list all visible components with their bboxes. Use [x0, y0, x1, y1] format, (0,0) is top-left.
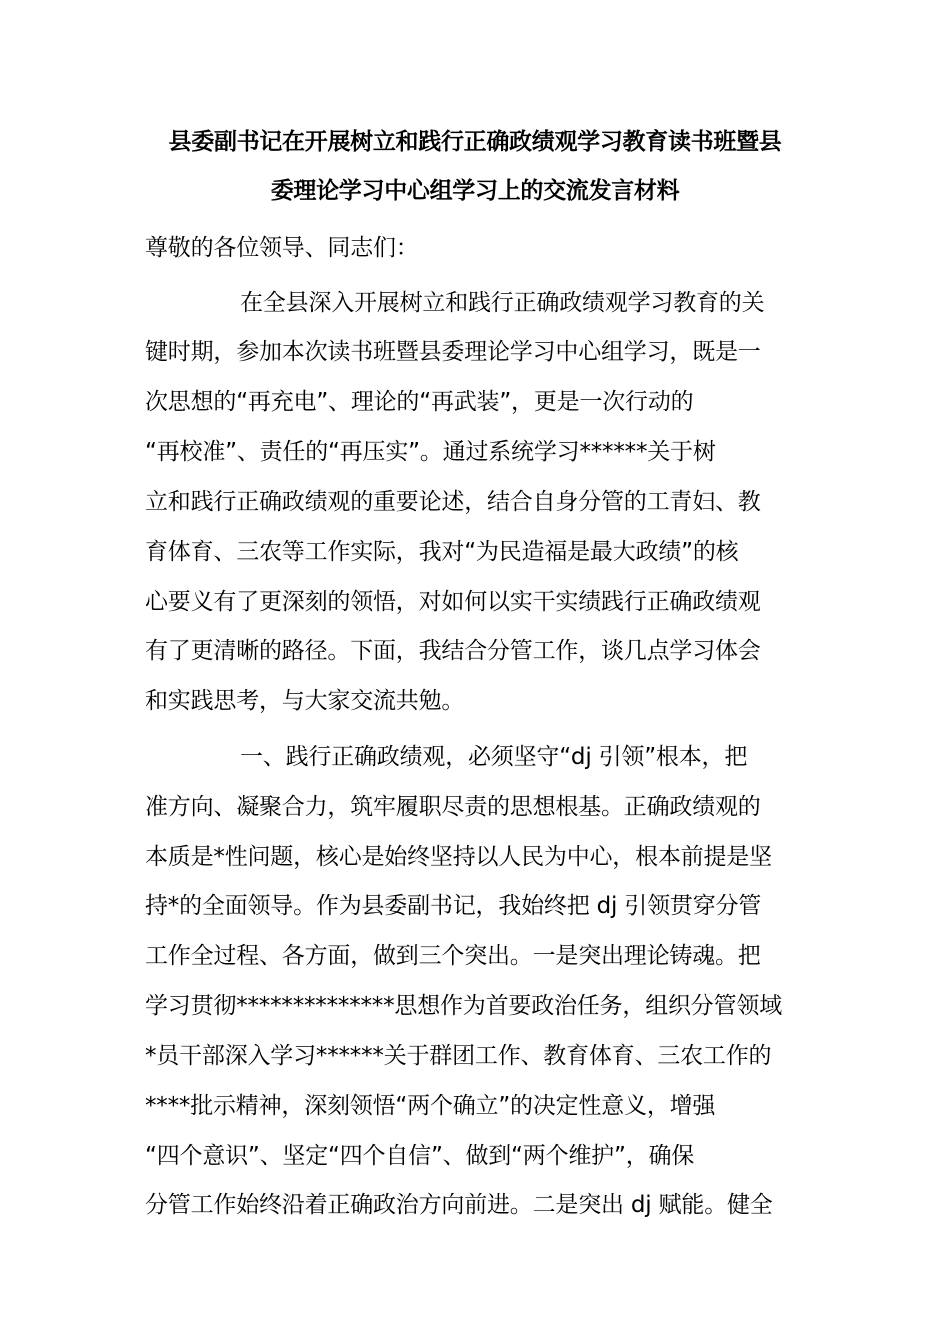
- body-line: 育体育、三农等工作实际，我对“为民造福是最大政绩”的核: [145, 539, 739, 565]
- body-line: ****批示精神，深刻领悟“两个确立”的决定性意义，增强: [145, 1093, 716, 1119]
- body-line: 工作全过程、各方面，做到三个突出。一是突出理论铸魂。把: [145, 943, 761, 969]
- body-line: 立和践行正确政绩观的重要论述，结合自身分管的工青妇、教: [145, 489, 761, 515]
- section-heading-line: 一、践行正确政绩观，必须坚守“dj 引领”根本，把: [240, 744, 748, 770]
- document-title-line-2: 委理论学习中心组学习上的交流发言材料: [270, 178, 680, 204]
- body-line: 准方向、凝聚合力，筑牢履职尽责的思想根基。正确政绩观的: [145, 794, 761, 820]
- body-line: 持*的全面领导。作为县委副书记，我始终把 dj 引领贯穿分管: [145, 893, 762, 919]
- document-title-line-1: 县委副书记在开展树立和践行正确政绩观学习教育读书班暨县: [168, 129, 782, 155]
- body-line: “四个意识”、坚定“四个自信”、做到“两个维护”，确保: [145, 1143, 695, 1169]
- body-line: *员干部深入学习******关于群团工作、教育体育、三农工作的: [145, 1043, 772, 1069]
- salutation: 尊敬的各位领导、同志们：: [145, 235, 419, 261]
- body-line: 在全县深入开展树立和践行正确政绩观学习教育的关: [240, 290, 765, 316]
- body-line: 本质是*性问题，核心是始终坚持以人民为中心，根本前提是坚: [145, 844, 772, 870]
- body-line: 学习贯彻**************思想作为首要政治任务，组织分管领域: [145, 993, 783, 1019]
- body-line: 键时期，参加本次读书班暨县委理论学习中心组学习，既是一: [145, 339, 761, 365]
- body-line: 有了更清晰的路径。下面，我结合分管工作，谈几点学习体会: [145, 638, 761, 664]
- body-line: “再校准”、责任的“再压实”。通过系统学习******关于树: [145, 439, 716, 465]
- body-line: 分管工作始终沿着正确政治方向前进。二是突出 dj 赋能。健全: [145, 1192, 773, 1218]
- body-line: 次思想的“再充电”、理论的“再武装”，更是一次行动的: [145, 389, 694, 415]
- body-line: 心要义有了更深刻的领悟，对如何以实干实绩践行正确政绩观: [145, 589, 761, 615]
- body-line: 和实践思考，与大家交流共勉。: [145, 688, 465, 714]
